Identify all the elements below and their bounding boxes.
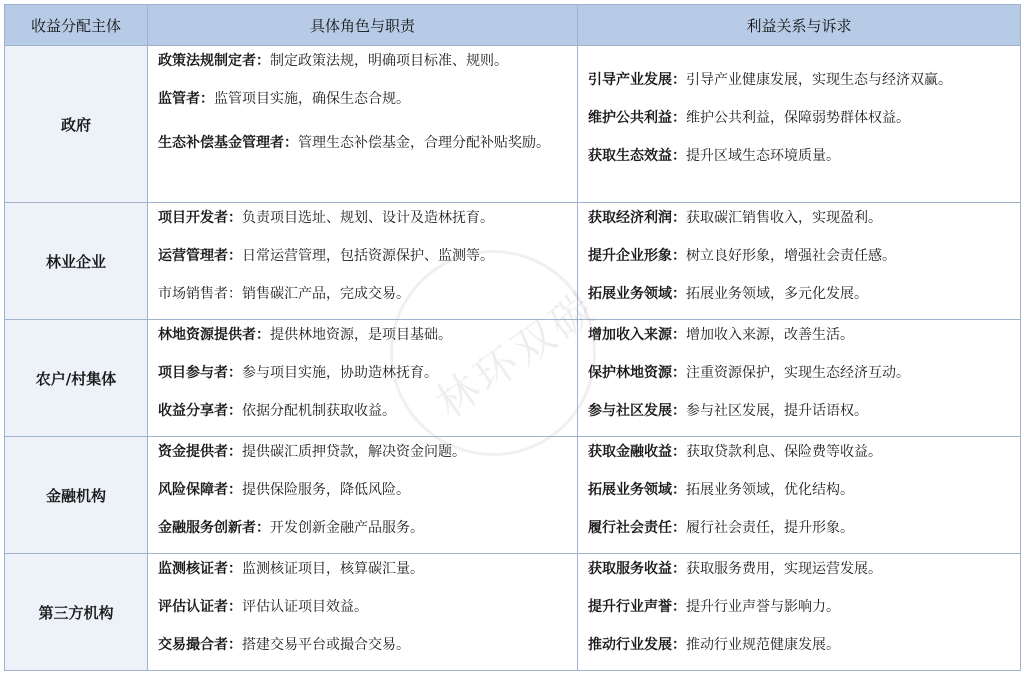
interest-line xyxy=(588,247,1010,266)
role-key: 运营管理者： xyxy=(158,248,242,264)
interest-key: 保护林地资源： xyxy=(588,365,686,381)
role-line xyxy=(158,443,567,462)
interest-line xyxy=(588,519,1010,538)
role-line xyxy=(158,402,567,421)
role-text: 提供碳汇质押贷款，解决资金问题。 xyxy=(242,444,466,460)
interest-line xyxy=(588,443,1010,462)
interest-key: 获取服务收益： xyxy=(588,561,686,577)
interest-line xyxy=(588,147,1010,166)
row-interests-cell xyxy=(578,554,1021,671)
interest-line xyxy=(588,364,1010,383)
header-interests: 利益关系与诉求 xyxy=(578,5,1021,46)
table-row xyxy=(5,46,1021,203)
row-subject: 第三方机构 xyxy=(5,554,148,671)
row-roles-cell xyxy=(148,203,578,320)
role-text: 监测核证项目，核算碳汇量。 xyxy=(242,561,424,577)
role-line xyxy=(158,209,567,228)
interest-line xyxy=(588,402,1010,421)
watermark-text: 林环双碳 xyxy=(427,282,606,428)
table-row xyxy=(5,203,1021,320)
role-text: 负责项目选址、规划、设计及造林抚育。 xyxy=(242,210,494,226)
row-subject: 农户/村集体 xyxy=(5,320,148,437)
role-text: 日常运营管理，包括资源保护、监测等。 xyxy=(242,248,494,264)
header-roles: 具体角色与职责 xyxy=(148,5,578,46)
role-line xyxy=(158,560,567,579)
interest-text: 获取碳汇销售收入，实现盈利。 xyxy=(686,210,882,226)
role-key: 监管者： xyxy=(158,91,214,107)
interest-text: 注重资源保护，实现生态经济互动。 xyxy=(686,365,910,381)
interest-line xyxy=(588,560,1010,579)
role-text: 管理生态补偿基金，合理分配补贴奖励。 xyxy=(298,135,550,151)
interest-line xyxy=(588,285,1010,304)
interest-text: 拓展业务领域，多元化发展。 xyxy=(686,286,868,302)
interest-key: 提升企业形象： xyxy=(588,248,686,264)
role-key: 政策法规制定者： xyxy=(158,53,270,69)
interest-text: 参与社区发展，提升话语权。 xyxy=(686,403,868,419)
interest-text: 引导产业健康发展，实现生态与经济双赢。 xyxy=(686,72,952,88)
row-roles-cell xyxy=(148,320,578,437)
interest-line xyxy=(588,109,1010,128)
row-subject: 政府 xyxy=(5,46,148,203)
interest-key: 增加收入来源： xyxy=(588,327,686,343)
interest-text: 推动行业规范健康发展。 xyxy=(686,637,840,653)
interest-key: 获取生态效益： xyxy=(588,148,686,164)
role-text: 提供林地资源，是项目基础。 xyxy=(270,327,452,343)
role-text: 搭建交易平台或撮合交易。 xyxy=(242,637,410,653)
interest-key: 推动行业发展： xyxy=(588,637,686,653)
interest-key: 参与社区发展： xyxy=(588,403,686,419)
interest-line xyxy=(588,209,1010,228)
row-roles-cell xyxy=(148,437,578,554)
table-row xyxy=(5,320,1021,437)
interest-text: 提升行业声誉与影响力。 xyxy=(686,599,840,615)
role-line xyxy=(158,326,567,345)
row-interests-cell xyxy=(578,437,1021,554)
row-interests-cell xyxy=(578,203,1021,320)
interest-text: 拓展业务领域，优化结构。 xyxy=(686,482,854,498)
row-roles-cell xyxy=(148,46,578,203)
interest-text: 增加收入来源，改善生活。 xyxy=(686,327,854,343)
role-key: 金融服务创新者： xyxy=(158,520,270,536)
role-line xyxy=(158,90,567,109)
role-key: 生态补偿基金管理者： xyxy=(158,135,298,151)
role-line xyxy=(158,247,567,266)
interest-text: 获取贷款利息、保险费等收益。 xyxy=(686,444,882,460)
interest-text: 获取服务费用，实现运营发展。 xyxy=(686,561,882,577)
role-text: 监管项目实施，确保生态合规。 xyxy=(214,91,410,107)
interest-line xyxy=(588,598,1010,617)
interest-text: 提升区域生态环境质量。 xyxy=(686,148,840,164)
role-key: 交易撮合者： xyxy=(158,637,242,653)
benefit-distribution-table xyxy=(4,4,1021,671)
role-key: 风险保障者： xyxy=(158,482,242,498)
interest-line xyxy=(588,636,1010,655)
interest-text: 树立良好形象，增强社会责任感。 xyxy=(686,248,896,264)
role-key: 林地资源提供者： xyxy=(158,327,270,343)
interest-text: 履行社会责任，提升形象。 xyxy=(686,520,854,536)
role-key: 资金提供者： xyxy=(158,444,242,460)
role-key: 评估认证者： xyxy=(158,599,242,615)
table-row xyxy=(5,437,1021,554)
role-line xyxy=(158,598,567,617)
role-text: 参与项目实施，协助造林抚育。 xyxy=(242,365,438,381)
interest-key: 引导产业发展： xyxy=(588,72,686,88)
role-text: 制定政策法规，明确项目标准、规则。 xyxy=(270,53,508,69)
role-text: 开发创新金融产品服务。 xyxy=(270,520,424,536)
interest-key: 拓展业务领域： xyxy=(588,482,686,498)
interest-key: 履行社会责任： xyxy=(588,520,686,536)
row-interests-cell xyxy=(578,320,1021,437)
row-roles-cell xyxy=(148,554,578,671)
interest-key: 维护公共利益： xyxy=(588,110,686,126)
interest-text: 维护公共利益，保障弱势群体权益。 xyxy=(686,110,910,126)
role-line xyxy=(158,52,567,71)
interest-line xyxy=(588,481,1010,500)
role-key: 项目参与者： xyxy=(158,365,242,381)
role-line xyxy=(158,481,567,500)
interest-key: 拓展业务领域： xyxy=(588,286,686,302)
role-line xyxy=(158,285,567,304)
role-line xyxy=(158,519,567,538)
role-text: 市场销售者：销售碳汇产品，完成交易。 xyxy=(158,286,410,302)
interest-key: 获取金融收益： xyxy=(588,444,686,460)
row-interests-cell xyxy=(578,46,1021,203)
role-key: 监测核证者： xyxy=(158,561,242,577)
role-key: 收益分享者： xyxy=(158,403,242,419)
table-header-row xyxy=(5,5,1021,46)
role-text: 提供保险服务，降低风险。 xyxy=(242,482,410,498)
role-key: 项目开发者： xyxy=(158,210,242,226)
role-line xyxy=(158,364,567,383)
role-text: 评估认证项目效益。 xyxy=(242,599,368,615)
interest-line xyxy=(588,326,1010,345)
role-line xyxy=(158,636,567,655)
role-line xyxy=(158,128,567,159)
header-subject: 收益分配主体 xyxy=(5,5,148,46)
row-subject: 金融机构 xyxy=(5,437,148,554)
role-text: 依据分配机制获取收益。 xyxy=(242,403,396,419)
interest-line xyxy=(588,71,1010,90)
interest-key: 提升行业声誉： xyxy=(588,599,686,615)
interest-key: 获取经济利润： xyxy=(588,210,686,226)
row-subject: 林业企业 xyxy=(5,203,148,320)
table-row xyxy=(5,554,1021,671)
